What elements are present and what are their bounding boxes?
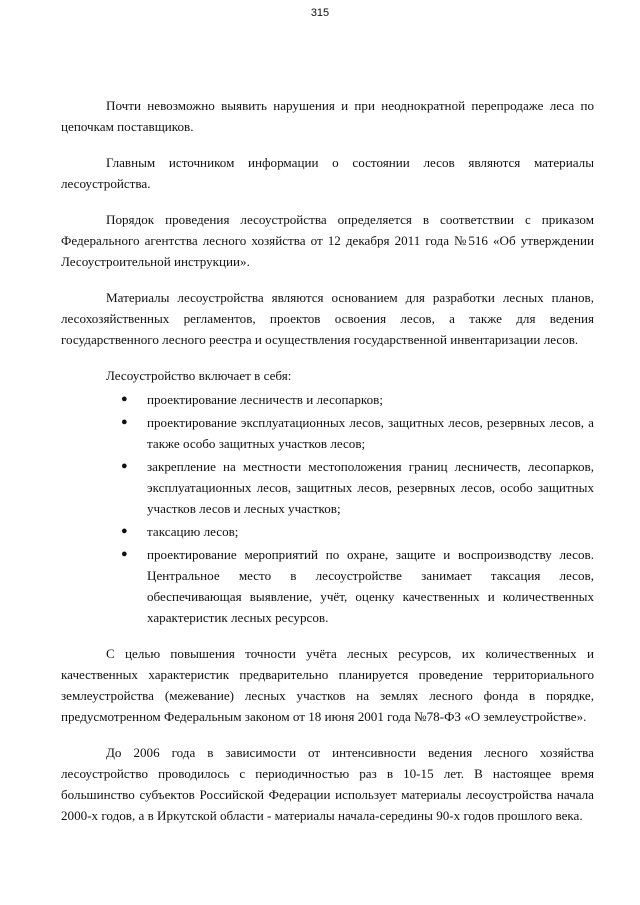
page-body [61,95,594,841]
paragraph: Почти невозможно выявить нарушения и при неоднократной перепродаже леса по цепочкам поставщиков. [61,98,594,134]
list-intro: Лесоустройство включает в себя: [106,368,292,383]
paragraph: До 2006 года в зависимости от интенсивности ведения лесного хозяйства лесоустройство проводилось с периодичностью раз в 10-15 лет. В настоящее время большинство субъектов Российской Федерации использует материалы лесоустройства начала 2000-х годов, а в Иркутской области - материалы начала-середины 90-х годов прошлого века. [61,745,594,823]
paragraph: Порядок проведения лесоустройства определяется в соответствии с приказом Федерального агентства лесного хозяйства от 12 декабря 2011 года №516 «Об утверждении Лесоустроительной инструкции». [61,212,594,269]
list-item [121,521,594,542]
bullet-icon: ● [121,393,128,405]
list-item-text: проектирование эксплуатационных лесов, защитных лесов, резервных лесов, а также особо защитных участков лесов; [147,415,594,451]
list-item-text: закрепление на местности местоположения границ лесничеств, лесопарков, эксплуатационных лесов, защитных лесов, резервных лесов, особо защитных участков лесов и лесных участков; [147,459,594,516]
bullet-list [61,389,594,628]
bullet-icon: ● [121,525,128,537]
list-item-text: проектирование мероприятий по охране, защите и воспроизводству лесов. Центральное место в лесоустройстве занимает таксация лесов, обеспечивающая выявление, учёт, оценку качественных и количественных характеристик лесных ресурсов. [147,547,594,625]
bullet-icon: ● [121,416,128,428]
bullet-icon: ● [121,548,128,560]
paragraph: С целью повышения точности учёта лесных ресурсов, их количественных и качественных характеристик предварительно планируется проведение территориального землеустройства (межевание) лесных участков на землях лесного фонда в порядке, предусмотренном Федеральным законом от 18 июня 2001 года №78-ФЗ «О землеустройстве». [61,646,594,724]
bullet-icon: ● [121,460,128,472]
list-item [121,456,594,519]
list-item-text: таксацию лесов; [147,524,239,539]
page-number: 315 [310,7,330,19]
list-item [121,389,594,410]
list-item [121,544,594,628]
paragraph: Главным источником информации о состоянии лесов являются материалы лесоустройства. [61,155,594,191]
paragraph: Материалы лесоустройства являются основанием для разработки лесных планов, лесохозяйственных регламентов, проектов освоения лесов, а также для ведения государственного лесного реестра и осуществления государственной инвентаризации лесов. [61,290,594,347]
list-item-text: проектирование лесничеств и лесопарков; [147,392,383,407]
list-item [121,412,594,454]
